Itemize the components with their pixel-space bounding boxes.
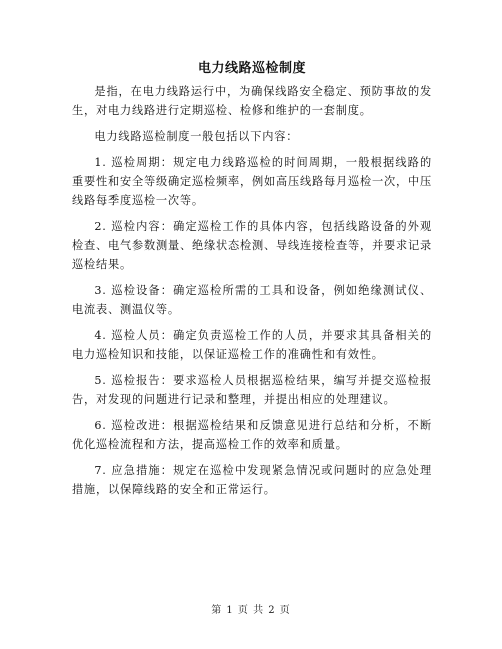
paragraph-item-2: 2. 巡检内容：确定巡检工作的具体内容，包括线路设备的外观检查、电气参数测量、绝缘状态检测、导线连接检查等，并要求记录巡检结果。 [72,220,432,271]
paragraph-item-6: 6. 巡检改进：根据巡检结果和反馈意见进行总结和分析，不断优化巡检流程和方法，提高巡检工作的效率和质量。 [72,419,432,451]
document-title: 电力线路巡检制度 [197,61,306,76]
paragraph-item-1: 1. 巡检周期：规定电力线路巡检的时间周期，一般根据线路的重要性和安全等级确定巡检频率，例如高压线路每月巡检一次，中压线路每季度巡检一次等。 [72,156,432,207]
page-number-footer: 第 1 页 共 2 页 [211,605,291,616]
paragraph-intro: 是指，在电力线路运行中，为确保线路安全稳定、预防事故的发生，对电力线路进行定期巡检、检修和维护的一套制度。 [72,85,432,117]
paragraph-item-5: 5. 巡检报告：要求巡检人员根据巡检结果，编写并提交巡检报告，对发现的问题进行记录和整理，并提出相应的处理建议。 [72,374,432,406]
paragraph-item-7: 7. 应急措施：规定在巡检中发现紧急情况或问题时的应急处理措施，以保障线路的安全和正常运行。 [72,464,432,496]
paragraph-overview: 电力线路巡检制度一般包括以下内容： [94,130,299,143]
paragraph-item-4: 4. 巡检人员：确定负责巡检工作的人员，并要求其具备相关的电力巡检知识和技能，以保证巡检工作的准确性和有效性。 [72,329,432,361]
document-body [72,60,432,506]
paragraph-item-3: 3. 巡检设备：确定巡检所需的工具和设备，例如绝缘测试仪、电流表、测温仪等。 [72,284,432,316]
